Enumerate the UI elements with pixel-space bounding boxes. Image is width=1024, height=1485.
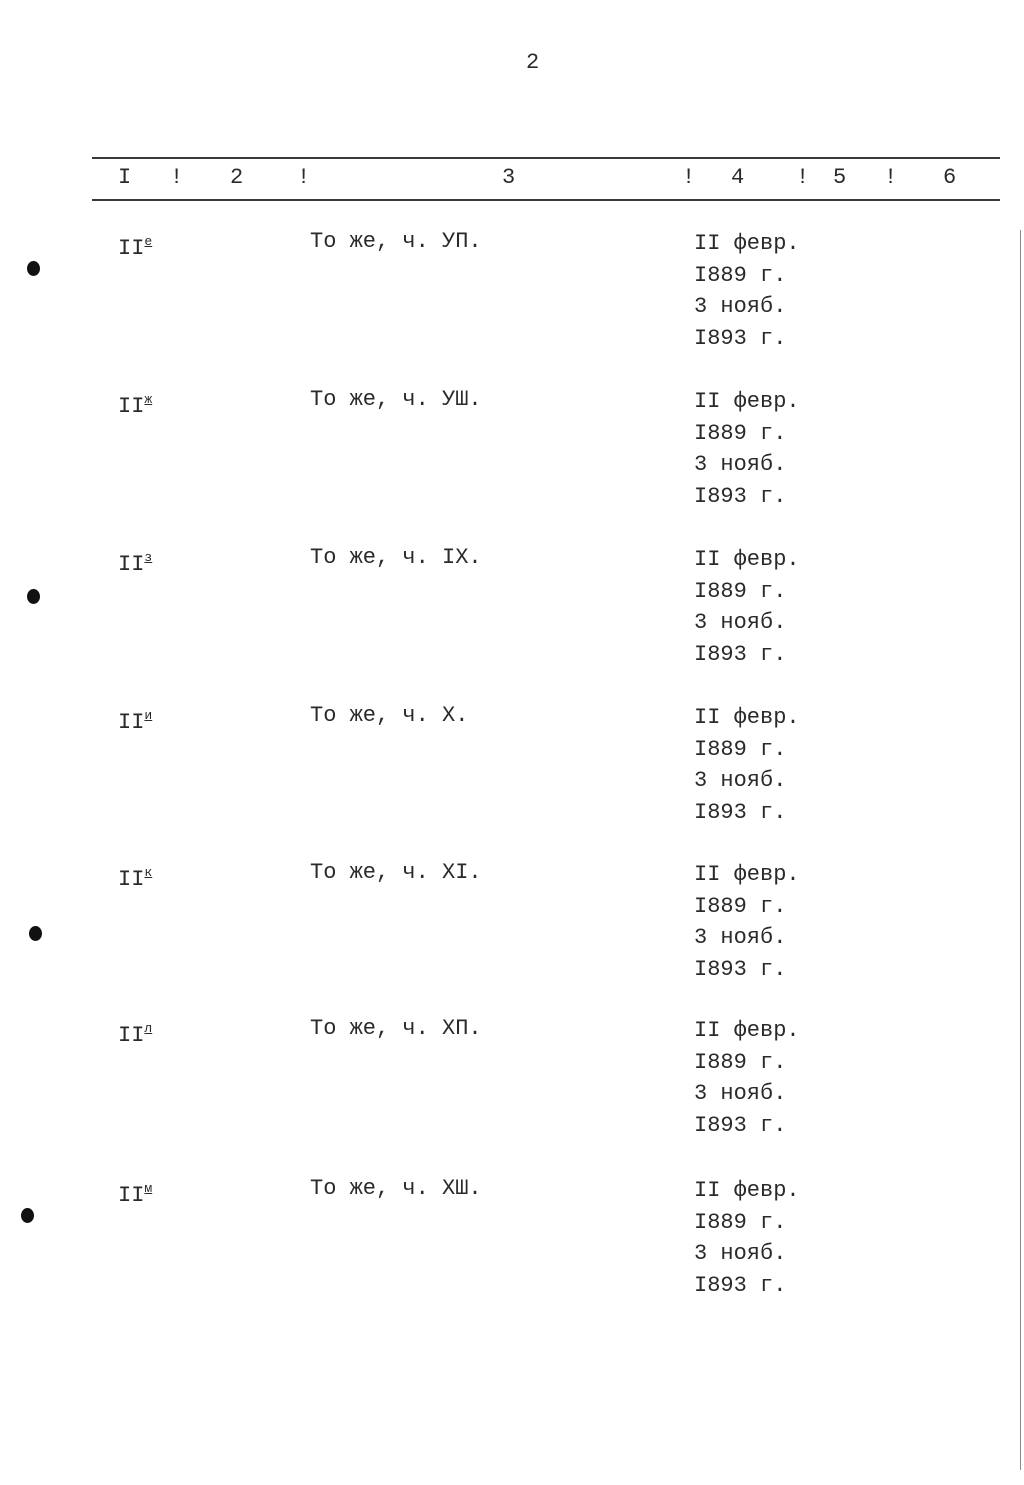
entry-title: То же, ч. IX.: [310, 545, 482, 570]
page-number: 2: [526, 50, 540, 75]
date-line: I893 г.: [694, 1272, 787, 1298]
table-row: [0, 544, 1024, 694]
date-line: I893 г.: [694, 799, 787, 825]
entry-dates: [694, 386, 800, 512]
entry-dates: [694, 1015, 800, 1141]
date-line: I893 г.: [694, 325, 787, 351]
header-separator: !: [297, 165, 311, 190]
entry-number-suffix: к: [144, 865, 153, 880]
table-row: [0, 702, 1024, 852]
entry-number-suffix: м: [144, 1181, 153, 1196]
entry-number-suffix: и: [144, 708, 153, 723]
entry-dates: [694, 859, 800, 985]
table-top-rule: [92, 157, 1000, 159]
date-line: 3 нояб.: [694, 610, 787, 635]
header-col-1: I: [118, 165, 132, 190]
entry-dates: [694, 544, 800, 670]
entry-number: [118, 1015, 152, 1050]
date-line: I893 г.: [694, 1112, 787, 1138]
table-row: [0, 859, 1024, 1009]
date-line: I889 г.: [694, 578, 787, 604]
entry-title: То же, ч. XI.: [310, 860, 482, 885]
date-line: I893 г.: [694, 641, 787, 667]
entry-number-suffix: ж: [144, 392, 153, 407]
header-col-4: 4: [731, 165, 745, 190]
entry-number-main: II: [118, 552, 145, 577]
date-line: II февр.: [694, 862, 800, 887]
date-line: II февр.: [694, 231, 800, 256]
date-line: 3 нояб.: [694, 1081, 787, 1106]
header-separator: !: [682, 165, 696, 190]
entry-dates: [694, 1175, 800, 1301]
date-line: II февр.: [694, 1178, 800, 1203]
date-line: I889 г.: [694, 262, 787, 288]
entry-title: То же, ч. УШ.: [310, 387, 482, 412]
header-col-3: 3: [502, 165, 516, 190]
punch-hole-mark: [27, 261, 40, 276]
date-line: I889 г.: [694, 1049, 787, 1075]
entry-title: То же, ч. УП.: [310, 229, 482, 254]
entry-number: [118, 386, 152, 421]
entry-number-main: II: [118, 1023, 145, 1048]
table-header-rule: [92, 199, 1000, 201]
date-line: 3 нояб.: [694, 452, 787, 477]
header-col-6: 6: [943, 165, 957, 190]
header-separator: !: [170, 165, 184, 190]
date-line: 3 нояб.: [694, 925, 787, 950]
entry-number-main: II: [118, 710, 145, 735]
date-line: 3 нояб.: [694, 1241, 787, 1266]
entry-number-suffix: л: [144, 1021, 153, 1036]
entry-number-main: II: [118, 236, 145, 261]
entry-number-suffix: з: [144, 550, 153, 565]
entry-number: [118, 1175, 152, 1210]
header-col-5: 5: [833, 165, 847, 190]
header-separator: !: [884, 165, 898, 190]
punch-hole-mark: [21, 1208, 34, 1223]
entry-number-main: II: [118, 394, 145, 419]
entry-number-main: II: [118, 867, 145, 892]
entry-title: То же, ч. X.: [310, 703, 469, 728]
header-col-2: 2: [230, 165, 244, 190]
entry-number-main: II: [118, 1183, 145, 1208]
date-line: I893 г.: [694, 956, 787, 982]
date-line: II февр.: [694, 1018, 800, 1043]
punch-hole-mark: [27, 589, 40, 604]
table-row: [0, 228, 1024, 378]
date-line: II февр.: [694, 547, 800, 572]
punch-hole-mark: [29, 926, 42, 941]
entry-dates: [694, 702, 800, 828]
entry-title: То же, ч. XШ.: [310, 1176, 482, 1201]
date-line: I889 г.: [694, 893, 787, 919]
entry-number: [118, 228, 152, 263]
date-line: II февр.: [694, 389, 800, 414]
entry-number: [118, 544, 152, 579]
entry-title: То же, ч. XП.: [310, 1016, 482, 1041]
header-separator: !: [796, 165, 810, 190]
table-row: [0, 1175, 1024, 1325]
entry-number-suffix: е: [144, 234, 153, 249]
date-line: 3 нояб.: [694, 294, 787, 319]
date-line: I893 г.: [694, 483, 787, 509]
date-line: I889 г.: [694, 1209, 787, 1235]
table-row: [0, 386, 1024, 536]
date-line: 3 нояб.: [694, 768, 787, 793]
date-line: II февр.: [694, 705, 800, 730]
table-row: [0, 1015, 1024, 1165]
date-line: I889 г.: [694, 420, 787, 446]
entry-number: [118, 859, 152, 894]
entry-dates: [694, 228, 800, 354]
date-line: I889 г.: [694, 736, 787, 762]
entry-number: [118, 702, 152, 737]
scan-edge-line: [1020, 230, 1021, 1470]
